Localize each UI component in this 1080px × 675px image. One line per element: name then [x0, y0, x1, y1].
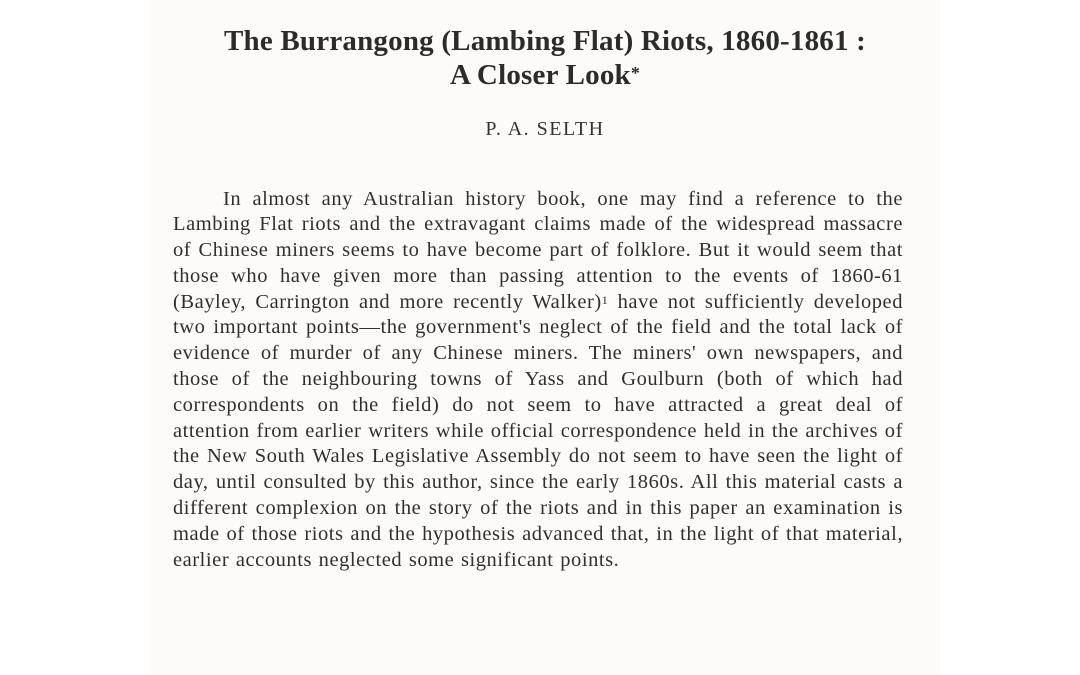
paragraph-text-part-2: have not sufficiently developed two important points—the government's neglect of the field and the total lack of evidence of murder of any Chinese miners. The miners' own newspapers, and those of the neighbouring towns of Yass and Goulburn (both of which had correspondents on the field) do not seem to have attracted a great deal of attention from earlier writers while official correspondence held in the archives of the New South Wales Legislative Assembly do not seem to have seen the light of day, until consulted by this author, since the early 1860s. All this material casts a different complexion on the story of the riots and in this paper an examination is made of those riots and the hypothesis advanced that, in the light of that material, earlier accounts neglected some significant points. [173, 290, 903, 571]
document-page [150, 0, 940, 675]
title-line-2: A Closer Look [449, 59, 631, 91]
title-footnote-mark: * [630, 63, 641, 83]
footnote-reference: 1 [601, 292, 609, 307]
article-title [150, 24, 940, 92]
body-paragraph [173, 187, 903, 574]
title-line-1: The Burrangong (Lambing Flat) Riots, 1860-1861 : [224, 25, 866, 57]
paragraph-text-part-1: In almost any Australian history book, one may find a reference to the Lambing Flat riots and the extravagant claims made of the widespread massacre of Chinese miners seems to have become part of folklore. But it would seem that those who have given more than passing attention to the events of 1860-61 (Bayley, Carrington and more recently Walker) [173, 187, 903, 313]
author-name: P. A. SELTH [485, 118, 605, 140]
